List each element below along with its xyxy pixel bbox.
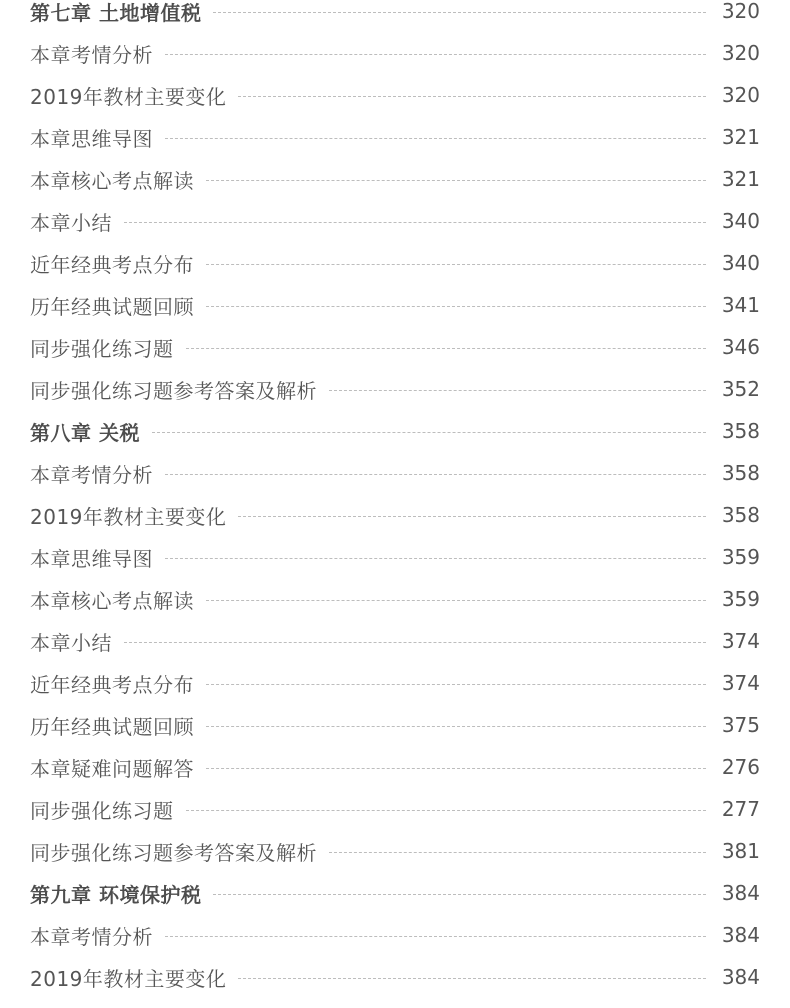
dotted-leader — [124, 222, 706, 223]
dotted-leader — [238, 978, 706, 979]
toc-entry-row[interactable] — [0, 368, 790, 410]
page-number: 358 — [721, 503, 760, 527]
entry-title: 本章疑难问题解答 — [30, 756, 194, 781]
toc-entry-row[interactable] — [0, 74, 790, 116]
page-number: 358 — [721, 419, 760, 443]
page-number: 320 — [721, 83, 760, 107]
toc-chapter-row[interactable] — [0, 410, 790, 452]
page-number: 359 — [721, 587, 760, 611]
dotted-leader — [165, 936, 706, 937]
toc-entry-row[interactable] — [0, 662, 790, 704]
toc-entry-row[interactable] — [0, 704, 790, 746]
dotted-leader — [165, 474, 706, 475]
toc-entry-row[interactable] — [0, 788, 790, 830]
toc-chapter-row[interactable] — [0, 872, 790, 914]
page-number: 375 — [721, 713, 760, 737]
page-number: 340 — [721, 251, 760, 275]
entry-title: 本章核心考点解读 — [30, 588, 194, 613]
page-number: 359 — [721, 545, 760, 569]
toc-entry-row[interactable] — [0, 32, 790, 74]
toc-entry-row[interactable] — [0, 200, 790, 242]
toc-entry-row[interactable] — [0, 536, 790, 578]
dotted-leader — [206, 768, 706, 769]
dotted-leader — [329, 852, 706, 853]
toc-entry-row[interactable] — [0, 746, 790, 788]
page-number: 374 — [721, 671, 760, 695]
toc-entry-row[interactable] — [0, 956, 790, 998]
dotted-leader — [186, 810, 707, 811]
dotted-leader — [206, 600, 706, 601]
page-number: 384 — [721, 923, 760, 947]
dotted-leader — [206, 306, 706, 307]
page-number: 320 — [721, 41, 760, 65]
entry-title: 同步强化练习题参考答案及解析 — [30, 378, 317, 403]
page-number: 341 — [721, 293, 760, 317]
dotted-leader — [165, 138, 706, 139]
dotted-leader — [213, 894, 706, 895]
page-number: 320 — [721, 0, 760, 23]
toc-entry-row[interactable] — [0, 326, 790, 368]
dotted-leader — [165, 558, 706, 559]
entry-title: 本章思维导图 — [30, 546, 153, 571]
page-number: 384 — [721, 881, 760, 905]
entry-title: 本章考情分析 — [30, 42, 153, 67]
entry-title: 同步强化练习题参考答案及解析 — [30, 840, 317, 865]
chapter-title: 第九章 环境保护税 — [30, 882, 202, 907]
toc-entry-row[interactable] — [0, 620, 790, 662]
page-number: 346 — [721, 335, 760, 359]
dotted-leader — [206, 726, 706, 727]
toc-entry-row[interactable] — [0, 242, 790, 284]
page-number: 321 — [721, 167, 760, 191]
page-number: 381 — [721, 839, 760, 863]
page-number: 321 — [721, 125, 760, 149]
entry-title: 2019年教材主要变化 — [30, 504, 227, 529]
toc-chapter-row[interactable] — [0, 0, 790, 32]
dotted-leader — [329, 390, 706, 391]
dotted-leader — [206, 264, 706, 265]
toc-entry-row[interactable] — [0, 578, 790, 620]
dotted-leader — [238, 516, 706, 517]
entry-title: 2019年教材主要变化 — [30, 966, 227, 991]
entry-title: 本章考情分析 — [30, 462, 153, 487]
toc-entry-row[interactable] — [0, 284, 790, 326]
page-number: 384 — [721, 965, 760, 989]
toc-entry-row[interactable] — [0, 494, 790, 536]
page-number: 277 — [721, 797, 760, 821]
entry-title: 历年经典试题回顾 — [30, 294, 194, 319]
dotted-leader — [152, 432, 706, 433]
entry-title: 本章小结 — [30, 210, 112, 235]
dotted-leader — [165, 54, 706, 55]
dotted-leader — [186, 348, 707, 349]
entry-title: 同步强化练习题 — [30, 798, 174, 823]
chapter-title: 第八章 关税 — [30, 420, 140, 445]
page-number: 352 — [721, 377, 760, 401]
toc-entry-row[interactable] — [0, 452, 790, 494]
entry-title: 同步强化练习题 — [30, 336, 174, 361]
page-number: 276 — [721, 755, 760, 779]
entry-title: 历年经典试题回顾 — [30, 714, 194, 739]
page-number: 358 — [721, 461, 760, 485]
entry-title: 近年经典考点分布 — [30, 252, 194, 277]
dotted-leader — [124, 642, 706, 643]
dotted-leader — [206, 684, 706, 685]
chapter-title: 第七章 土地增值税 — [30, 0, 202, 25]
entry-title: 近年经典考点分布 — [30, 672, 194, 697]
page-number: 340 — [721, 209, 760, 233]
toc-entry-row[interactable] — [0, 830, 790, 872]
entry-title: 本章考情分析 — [30, 924, 153, 949]
page-number: 374 — [721, 629, 760, 653]
entry-title: 2019年教材主要变化 — [30, 84, 227, 109]
dotted-leader — [238, 96, 706, 97]
dotted-leader — [206, 180, 706, 181]
entry-title: 本章小结 — [30, 630, 112, 655]
toc-entry-row[interactable] — [0, 914, 790, 956]
toc-entry-row[interactable] — [0, 116, 790, 158]
toc-entry-row[interactable] — [0, 158, 790, 200]
entry-title: 本章核心考点解读 — [30, 168, 194, 193]
dotted-leader — [213, 12, 706, 13]
entry-title: 本章思维导图 — [30, 126, 153, 151]
